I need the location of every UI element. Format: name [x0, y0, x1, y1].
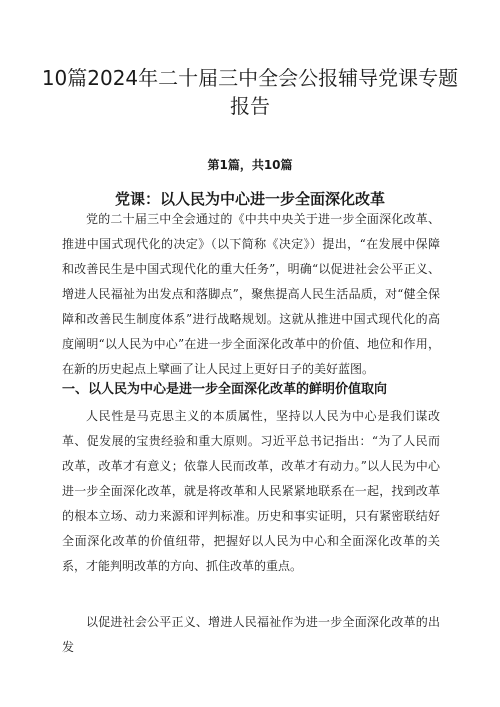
- section-title: 党课：以人民为中心进一步全面深化改革: [114, 190, 385, 208]
- paragraph-2: 以促进社会公平正义、增进人民福祉作为进一步全面深化改革的出发: [62, 615, 440, 654]
- page-info: 第1篇，共10篇: [207, 158, 293, 172]
- paragraph-1: 人民性是马克思主义的本质属性，坚持以人民为中心是我们谋改革、促发展的宝贵经验和重大原则。习近平总书记指出：“为了人民而改革，改革才有意义；依靠人民而改革，改革才有动力。”以人民为中心进一步全面深化改革，就是将改革和人民紧紧地联系在一起，找到改革的根本立场、动力来源和评判标准。历史和事实证明，只有紧密联结好全面深化改革的价值纽带，把握好以人民为中心和全面深化改革的关系，才能判明改革的方向、抓住改革的重点。: [62, 409, 440, 573]
- heading-1: 一、以人民为中心是进一步全面深化改革的鲜明价值取向: [62, 382, 388, 397]
- document-title: 10篇2024年二十届三中全会公报辅导党课专题报告: [41, 66, 459, 118]
- intro-paragraph: 党的二十届三中全会通过的《中共中央关于进一步全面深化改革、推进中国式现代化的决定》（以下简称《决定》）提出，“在发展中保障和改善民生是中国式现代化的重大任务”，明确“以促进社会公平正义、增进人民福祉为出发点和落脚点”，聚焦提高人民生活品质，对“健全保障和改善民生制度体系”进行战略规划。这就从推进中国式现代化的高度阐明“以人民为中心”在进一步全面深化改革中的价值、地位和作用，在新的历史起点上擘画了让人民过上更好日子的美好蓝图。: [62, 212, 440, 376]
